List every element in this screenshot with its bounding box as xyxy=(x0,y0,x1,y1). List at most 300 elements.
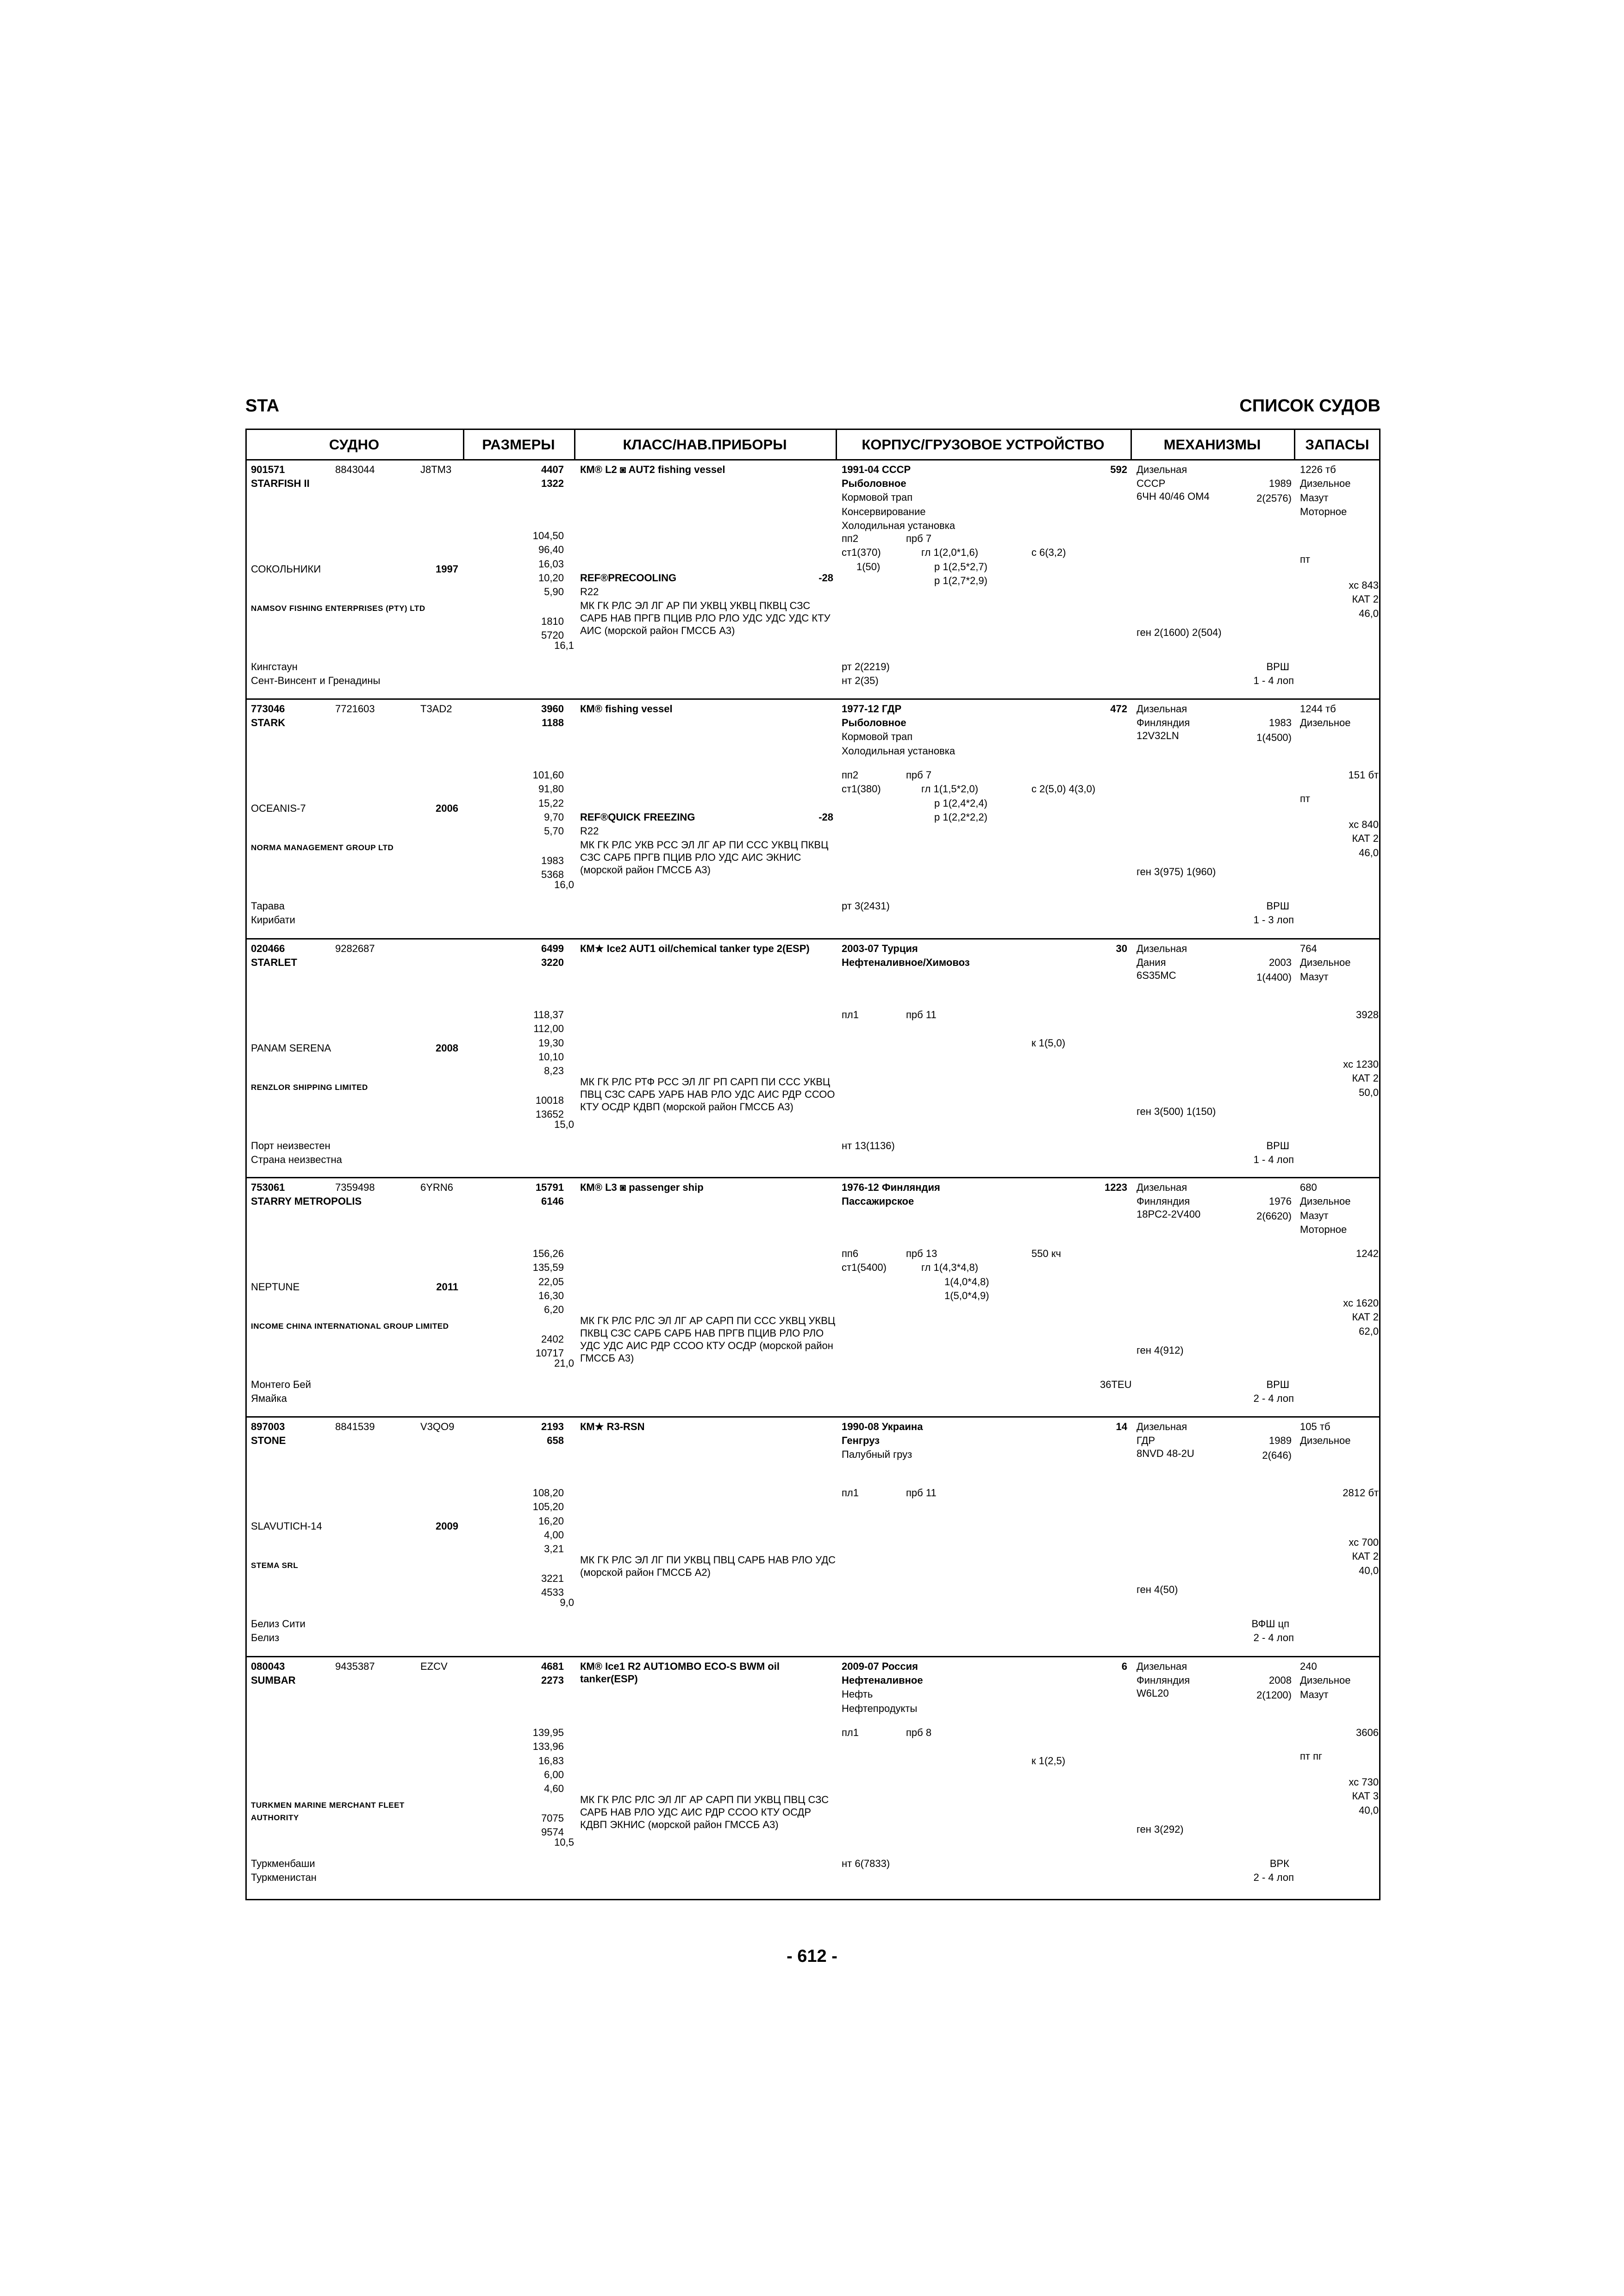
generators: ген 3(975) 1(960) xyxy=(1137,866,1216,877)
tonnage-value: 15791 xyxy=(535,1182,564,1193)
generators: ген 3(500) 1(150) xyxy=(1137,1106,1216,1117)
column-divider xyxy=(463,430,464,459)
tank-class: 50,0 xyxy=(1359,1086,1379,1098)
supplies-value: 1244 тб xyxy=(1300,703,1336,715)
engine-power: 1(4500) xyxy=(1256,732,1292,743)
fuel-tank-type: пт xyxy=(1300,554,1310,565)
hull-type: Консервирование xyxy=(842,505,926,517)
dimension-value: 10,20 xyxy=(538,572,564,584)
engine-model: 6S35MC xyxy=(1137,970,1176,981)
vessel-record xyxy=(245,1178,1380,1418)
tonnage-value: 1322 xyxy=(541,478,564,490)
tank-info: рт 2(2219) xyxy=(842,661,890,672)
engine-model: 18PC2-2V400 xyxy=(1137,1208,1201,1220)
crane-info: к 1(2,5) xyxy=(1031,1755,1066,1767)
hatch-info: гл 1(2,0*1,6) xyxy=(921,547,979,559)
flag-country: Кирибати xyxy=(251,914,295,926)
hull-type: Пассажирское xyxy=(842,1195,914,1207)
dimension-value: 19,30 xyxy=(538,1037,564,1049)
engine-type: Дизельная xyxy=(1137,703,1187,715)
tank-class: 62,0 xyxy=(1359,1325,1379,1337)
dimension-value: 10717 xyxy=(535,1347,564,1359)
engine-country: Финляндия xyxy=(1137,1674,1190,1686)
propeller-blades: 1 - 4 лоп xyxy=(1253,1154,1294,1165)
tank-info: нт 2(35) xyxy=(842,675,879,686)
propeller-blades: 2 - 4 лоп xyxy=(1253,1393,1294,1404)
engine-type: Дизельная xyxy=(1137,1661,1187,1672)
tonnage-value: 6499 xyxy=(541,943,564,954)
tonnage-value: 3960 xyxy=(541,703,564,715)
propeller-type: ВФШ цп xyxy=(1251,1618,1289,1630)
owner-name: INCOME CHINA INTERNATIONAL GROUP LIMITED xyxy=(251,1322,449,1331)
hull-number: 592 xyxy=(1110,464,1127,475)
build-date-country: 2009-07 Россия xyxy=(842,1661,918,1672)
hull-type: Нефть xyxy=(842,1688,873,1700)
dimension-value: 21,0 xyxy=(554,1357,574,1369)
former-name: SLAVUTICH-14 xyxy=(251,1520,322,1532)
supplies-value: 240 xyxy=(1300,1661,1317,1672)
registry-number: 897003 xyxy=(251,1421,285,1432)
dimension-value: 16,1 xyxy=(554,640,574,652)
tank-class: 46,0 xyxy=(1359,846,1379,859)
supplies-value: 3928 xyxy=(1356,1009,1379,1020)
hatch-info: прб 11 xyxy=(906,1487,937,1499)
hatch-info: 1(4,0*4,8) xyxy=(944,1276,989,1288)
call-sign: J8TM3 xyxy=(420,464,452,475)
former-name-year: 1997 xyxy=(436,563,458,575)
engine-country: Финляндия xyxy=(1137,1195,1190,1207)
tank-class: 40,0 xyxy=(1359,1804,1379,1816)
hatch-info: р 1(2,5*2,7) xyxy=(934,560,987,572)
class-notation: КМ® L3 ◙ passenger ship xyxy=(580,1182,704,1193)
crane-info: с 2(5,0) 4(3,0) xyxy=(1031,783,1096,795)
column-divider xyxy=(1294,430,1295,459)
hatch-info: прб 7 xyxy=(906,769,932,781)
hull-type: Холодильная установка xyxy=(842,519,956,531)
propeller-type: ВРШ xyxy=(1266,1379,1289,1390)
supplies-value: Дизельное xyxy=(1300,717,1351,729)
vessel-name: SUMBAR xyxy=(251,1674,296,1686)
dimension-value: 133,96 xyxy=(532,1741,564,1753)
dimension-value: 156,26 xyxy=(532,1248,564,1259)
dimension-value: 139,95 xyxy=(532,1727,564,1738)
hull-type: Нефтеналивное xyxy=(842,1674,923,1686)
deck-info: пп2 xyxy=(842,769,859,781)
call-sign: T3AD2 xyxy=(420,703,452,715)
section-code: STA xyxy=(245,396,280,416)
column-divider xyxy=(836,430,837,459)
refrigerant-gas: R22 xyxy=(580,825,599,837)
former-name: PANAM SERENA xyxy=(251,1042,331,1054)
dimension-value: 4,00 xyxy=(544,1529,564,1541)
refrigerant-gas: R22 xyxy=(580,586,599,597)
column-header: РАЗМЕРЫ xyxy=(482,436,555,453)
class-notation: КМ® Ice1 R2 AUT1OMBO ECO-S BWM oil tanker(ESP) xyxy=(580,1661,780,1685)
column-divider xyxy=(574,430,575,459)
engine-model: 6ЧН 40/46 ОМ4 xyxy=(1137,491,1210,502)
class-notation: КМ★ Ice2 AUT1 oil/chemical tanker type 2(ESP) xyxy=(580,943,810,954)
tank-class: КАТ 2 xyxy=(1352,833,1379,845)
generators: ген 4(912) xyxy=(1137,1344,1184,1356)
propeller-type: ВРШ xyxy=(1266,900,1289,912)
column-header: КОРПУС/ГРУЗОВОЕ УСТРОЙСТВО xyxy=(862,436,1105,453)
engine-type: Дизельная xyxy=(1137,943,1187,954)
owner-name: NAMSOV FISHING ENTERPRISES (PTY) LTD xyxy=(251,604,425,613)
dimension-value: 1810 xyxy=(541,615,564,627)
hull-type: Генгруз xyxy=(842,1435,880,1446)
fuel-tank-type: пт xyxy=(1300,793,1310,804)
supplies-value: 764 xyxy=(1300,943,1317,954)
column-header: КЛАСС/НАВ.ПРИБОРЫ xyxy=(623,436,787,453)
refrigeration-class: REF®PRECOOLING xyxy=(580,572,677,584)
dimension-value: 16,30 xyxy=(538,1289,564,1301)
flag-country: Сент-Винсент и Гренадины xyxy=(251,675,381,686)
dimension-value: 135,59 xyxy=(532,1262,564,1274)
dimension-value: 5368 xyxy=(541,869,564,881)
propeller-blades: 2 - 4 лоп xyxy=(1253,1872,1294,1883)
navigation-equipment: МК ГК РЛС РЛС ЭЛ ЛГ АР САРП ПИ ССС УКВЦ УКВЦ ПКВЦ СЗС САРБ САРБ НАВ ПРГВ ПЦИВ РЛО РЛО УДС УДС АИС РДР ССОО КТУ ОСДР (морской район ГМССБ А3) xyxy=(580,1315,836,1364)
hatch-info: р 1(2,7*2,9) xyxy=(934,574,987,586)
supplies-value: Моторное xyxy=(1300,505,1347,517)
vessel-record xyxy=(245,940,1380,1179)
tank-info: нт 13(1136) xyxy=(842,1140,895,1151)
deck-info: пл1 xyxy=(842,1727,859,1738)
hatch-info: прб 7 xyxy=(906,533,932,544)
owner-name: RENZLOR SHIPPING LIMITED xyxy=(251,1083,368,1092)
hull-type: Палубный груз xyxy=(842,1449,912,1461)
column-header: ЗАПАСЫ xyxy=(1305,436,1369,453)
hull-type: Нефтеналивное/Химовоз xyxy=(842,957,970,968)
port-of-registry: Порт неизвестен xyxy=(251,1140,331,1151)
tank-class: хс 1620 xyxy=(1343,1297,1379,1309)
dimension-value: 108,20 xyxy=(532,1487,564,1499)
hatch-info: р 1(2,2*2,2) xyxy=(934,811,987,823)
supplies-value: Дизельное xyxy=(1300,957,1351,969)
vessel-name: STARRY METROPOLIS xyxy=(251,1195,362,1207)
supplies-value: 1242 xyxy=(1356,1248,1379,1259)
former-name: NEPTUNE xyxy=(251,1281,300,1293)
dimension-value: 16,20 xyxy=(538,1515,564,1527)
flag-country: Страна неизвестна xyxy=(251,1154,342,1165)
supplies-value: Мазут xyxy=(1300,971,1329,983)
hull-type: Кормовой трап xyxy=(842,492,913,504)
former-name: СОКОЛЬНИКИ xyxy=(251,563,321,575)
imo-number: 8841539 xyxy=(335,1421,375,1432)
dimension-value: 10,5 xyxy=(554,1836,574,1848)
dimension-value: 5,90 xyxy=(544,586,564,598)
dimension-value: 8,23 xyxy=(544,1065,564,1077)
deck-info: пп6 xyxy=(842,1248,859,1259)
imo-number: 7721603 xyxy=(335,703,375,715)
build-date-country: 2003-07 Турция xyxy=(842,943,918,954)
dimension-value: 91,80 xyxy=(538,783,564,795)
call-sign: V3QO9 xyxy=(420,1421,455,1432)
tank-info: нт 6(7833) xyxy=(842,1858,890,1869)
hatch-info: прб 11 xyxy=(906,1009,937,1020)
supplies-value: Дизельное xyxy=(1300,1435,1351,1447)
deck-info: 1(50) xyxy=(856,560,881,572)
former-name-year: 2011 xyxy=(436,1281,458,1293)
engine-model: W6L20 xyxy=(1137,1687,1169,1699)
supplies-value: Дизельное xyxy=(1300,1674,1351,1686)
generators: ген 4(50) xyxy=(1137,1584,1178,1595)
container-capacity: 36TEU xyxy=(1100,1379,1132,1390)
tank-class: хс 843 xyxy=(1349,579,1379,591)
generators: ген 2(1600) 2(504) xyxy=(1137,627,1222,638)
dimension-value: 5720 xyxy=(541,629,564,641)
vessel-record xyxy=(245,460,1380,700)
vessel-name: STARFISH II xyxy=(251,478,310,489)
column-divider xyxy=(1131,430,1132,459)
tank-class: хс 840 xyxy=(1349,819,1379,830)
refrigeration-temp: -28 xyxy=(818,572,833,584)
owner-name: STEMA SRL xyxy=(251,1561,299,1570)
supplies-value: 151 бт xyxy=(1348,769,1379,781)
engine-year: 1989 xyxy=(1269,478,1292,489)
vessel-record xyxy=(245,700,1380,939)
dimension-value: 16,83 xyxy=(538,1755,564,1767)
dimension-value: 101,60 xyxy=(532,769,564,781)
vessel-name: STONE xyxy=(251,1435,286,1446)
engine-model: 12V32LN xyxy=(1137,730,1179,741)
dimension-value: 10018 xyxy=(535,1094,564,1106)
navigation-equipment: МК ГК РЛС УКВ РСС ЭЛ ЛГ АР ПИ ССС УКВЦ ПКВЦ СЗС САРБ ПРГВ ПЦИВ РЛО УДС АИС ЭКНИС (морской район ГМССБ А3) xyxy=(580,839,829,876)
flag-country: Ямайка xyxy=(251,1393,287,1404)
dimension-value: 3221 xyxy=(541,1572,564,1584)
supplies-value: 680 xyxy=(1300,1182,1317,1193)
propeller-type: ВРК xyxy=(1269,1858,1289,1869)
tonnage-value: 6146 xyxy=(541,1195,564,1207)
build-date-country: 1976-12 Финляндия xyxy=(842,1182,940,1193)
hatch-info: гл 1(1,5*2,0) xyxy=(921,783,979,795)
hull-number: 6 xyxy=(1121,1661,1127,1672)
fuel-tank-type: пт пг xyxy=(1300,1750,1323,1762)
navigation-equipment: МК ГК РЛС РЛС ЭЛ ЛГ АР САРП ПИ УКВЦ ПВЦ СЗС САРБ НАВ РЛО УДС АИС РДР ССОО КТУ ОСДР КДВП ЭКНИС (морской район ГМССБ А3) xyxy=(580,1794,829,1830)
propeller-blades: 1 - 3 лоп xyxy=(1253,914,1294,926)
engine-year: 2008 xyxy=(1269,1674,1292,1686)
engine-type: Дизельная xyxy=(1137,1421,1187,1432)
tonnage-value: 658 xyxy=(547,1435,564,1447)
dimension-value: 118,37 xyxy=(533,1009,564,1020)
hull-type: Холодильная установка xyxy=(842,745,956,757)
class-notation: КМ® fishing vessel xyxy=(580,703,673,715)
hatch-info: прб 8 xyxy=(906,1727,932,1738)
supplies-value: 2812 бт xyxy=(1343,1487,1379,1499)
engine-country: СССР xyxy=(1137,478,1166,489)
engine-power: 2(6620) xyxy=(1256,1210,1292,1222)
engine-model: 8NVD 48-2U xyxy=(1137,1448,1194,1459)
port-of-registry: Монтего Бей xyxy=(251,1379,311,1390)
dimension-value: 22,05 xyxy=(538,1276,564,1288)
tonnage-value: 1188 xyxy=(542,717,564,729)
propeller-type: ВРШ xyxy=(1266,1140,1289,1151)
engine-year: 1976 xyxy=(1269,1195,1292,1207)
dimension-value: 96,40 xyxy=(538,544,564,556)
former-name-year: 2006 xyxy=(436,803,458,814)
former-name-year: 2008 xyxy=(436,1042,458,1054)
vessel-name: STARK xyxy=(251,717,286,728)
engine-power: 2(2576) xyxy=(1256,492,1292,504)
page-number: - 612 - xyxy=(787,1947,837,1966)
registry-number: 901571 xyxy=(251,464,285,475)
imo-number: 7359498 xyxy=(335,1182,375,1193)
tonnage-value: 2193 xyxy=(541,1421,564,1432)
tank-class: 46,0 xyxy=(1359,607,1379,619)
dimension-value: 1983 xyxy=(541,854,564,866)
hatch-info: прб 13 xyxy=(906,1248,937,1259)
hatch-info: р 1(2,4*2,4) xyxy=(934,797,987,809)
deck-info: ст1(5400) xyxy=(842,1262,887,1274)
engine-country: ГДР xyxy=(1137,1435,1156,1446)
column-header: СУДНО xyxy=(329,436,380,453)
supplies-value: 1226 тб xyxy=(1300,464,1336,475)
former-name: OCEANIS-7 xyxy=(251,803,306,814)
registry-number: 020466 xyxy=(251,943,285,954)
engine-type: Дизельная xyxy=(1137,1182,1187,1193)
dimension-value: 3,21 xyxy=(544,1543,564,1555)
dimension-value: 7075 xyxy=(541,1812,564,1824)
imo-number: 9435387 xyxy=(335,1661,375,1672)
hatch-info: гл 1(4,3*4,8) xyxy=(921,1262,979,1274)
hull-number: 30 xyxy=(1116,943,1127,954)
build-date-country: 1990-08 Украина xyxy=(842,1421,923,1432)
supplies-value: Дизельное xyxy=(1300,478,1351,490)
engine-country: Дания xyxy=(1137,957,1166,968)
port-of-registry: Белиз Сити xyxy=(251,1618,306,1630)
section-title: СПИСОК СУДОВ xyxy=(1239,396,1380,416)
registry-number: 753061 xyxy=(251,1182,285,1193)
navigation-equipment: МК ГК РЛС РТФ РСС ЭЛ ЛГ РП САРП ПИ ССС УКВЦ ПВЦ СЗС САРБ УАРБ НАВ РЛО УДС АИС РДР ССОО КТУ ОСДР КДВП (морской район ГМССБ А3) xyxy=(580,1076,835,1113)
tank-class: 40,0 xyxy=(1359,1564,1379,1576)
dimension-value: 6,00 xyxy=(544,1768,564,1780)
engine-power: 2(1200) xyxy=(1256,1689,1292,1701)
dimension-value: 16,0 xyxy=(554,879,574,891)
former-name-year: 2009 xyxy=(436,1520,458,1532)
supplies-value: 105 тб xyxy=(1300,1421,1330,1432)
dimension-value: 112,00 xyxy=(533,1023,564,1035)
supplies-value: Мазут xyxy=(1300,492,1329,504)
engine-year: 1989 xyxy=(1269,1435,1292,1446)
dimension-value: 9,0 xyxy=(560,1597,574,1609)
dimension-value: 4533 xyxy=(541,1587,564,1599)
registry-number: 773046 xyxy=(251,703,285,715)
dimension-value: 6,20 xyxy=(544,1304,564,1316)
dimension-value: 13652 xyxy=(535,1108,564,1120)
engine-year: 1983 xyxy=(1269,717,1292,728)
imo-number: 8843044 xyxy=(335,464,375,475)
flag-country: Белиз xyxy=(251,1632,280,1643)
supplies-value: 3606 xyxy=(1356,1727,1379,1738)
class-notation: КМ® L2 ◙ AUT2 fishing vessel xyxy=(580,464,725,475)
hull-number: 472 xyxy=(1110,703,1127,715)
refrigeration-temp: -28 xyxy=(818,811,833,823)
supplies-value: Мазут xyxy=(1300,1688,1329,1700)
deck-info: ст1(380) xyxy=(842,783,881,795)
tonnage-value: 2273 xyxy=(541,1674,564,1686)
tank-class: КАТ 3 xyxy=(1352,1790,1379,1802)
dimension-value: 16,03 xyxy=(538,558,564,570)
propeller-blades: 2 - 4 лоп xyxy=(1253,1632,1294,1643)
flag-country: Туркменистан xyxy=(251,1872,317,1883)
dimension-value: 9,70 xyxy=(544,811,564,823)
tank-class: хс 1230 xyxy=(1343,1058,1379,1070)
engine-power: 1(4400) xyxy=(1256,971,1292,983)
tank-class: КАТ 2 xyxy=(1352,1072,1379,1084)
tank-class: КАТ 2 xyxy=(1352,1311,1379,1323)
crane-info: с 6(3,2) xyxy=(1031,547,1066,559)
engine-type: Дизельная xyxy=(1137,464,1187,475)
tank-class: хс 700 xyxy=(1349,1537,1379,1548)
hull-type: Рыболовное xyxy=(842,717,906,728)
owner-name: NORMA MANAGEMENT GROUP LTD xyxy=(251,843,394,852)
refrigeration-class: REF®QUICK FREEZING xyxy=(580,811,695,823)
dimension-value: 9574 xyxy=(541,1826,564,1838)
dimension-value: 104,50 xyxy=(532,530,564,541)
call-sign: EZCV xyxy=(420,1661,448,1672)
dimension-value: 15,0 xyxy=(554,1119,574,1131)
tank-class: КАТ 2 xyxy=(1352,1550,1379,1562)
deck-info: пл1 xyxy=(842,1487,859,1499)
hull-type: Кормовой трап xyxy=(842,731,913,743)
dimension-value: 15,22 xyxy=(538,797,564,809)
vessel-record xyxy=(245,1418,1380,1657)
tonnage-value: 4681 xyxy=(541,1661,564,1672)
tank-class: КАТ 2 xyxy=(1352,593,1379,605)
hull-type: Рыболовное xyxy=(842,478,906,489)
port-of-registry: Туркменбаши xyxy=(251,1858,315,1869)
navigation-equipment: МК ГК РЛС ЭЛ ЛГ АР ПИ УКВЦ УКВЦ ПКВЦ СЗС САРБ НАВ ПРГВ ПЦИВ РЛО РЛО УДС УДС УДС КТУ АИС (морской район ГМССБ А3) xyxy=(580,600,831,636)
deck-info: пп2 xyxy=(842,533,859,544)
call-sign: 6YRN6 xyxy=(420,1182,453,1193)
supplies-value: Мазут xyxy=(1300,1209,1329,1221)
propeller-blades: 1 - 4 лоп xyxy=(1253,675,1294,686)
tonnage-value: 4407 xyxy=(541,464,564,475)
imo-number: 9282687 xyxy=(335,943,375,954)
vessel-name: STARLET xyxy=(251,957,297,968)
generators: ген 3(292) xyxy=(1137,1823,1184,1835)
deck-info: пл1 xyxy=(842,1009,859,1020)
dimension-value: 4,60 xyxy=(544,1783,564,1795)
hull-number: 14 xyxy=(1116,1421,1127,1432)
vessel-record xyxy=(245,1657,1380,1897)
column-header: МЕХАНИЗМЫ xyxy=(1163,436,1261,453)
dimension-value: 10,10 xyxy=(538,1051,564,1063)
dimension-value: 105,20 xyxy=(532,1501,564,1513)
port-of-registry: Кингстаун xyxy=(251,661,298,672)
supplies-value: Моторное xyxy=(1300,1223,1347,1235)
engine-country: Финляндия xyxy=(1137,717,1190,728)
registry-number: 080043 xyxy=(251,1661,285,1672)
hull-number: 1223 xyxy=(1105,1182,1127,1193)
navigation-equipment: МК ГК РЛС ЭЛ ЛГ ПИ УКВЦ ПВЦ САРБ НАВ РЛО УДС (морской район ГМССБ А2) xyxy=(580,1554,836,1578)
tank-class: хс 730 xyxy=(1349,1776,1379,1788)
propeller-type: ВРШ xyxy=(1266,661,1289,672)
crane-info: 550 кч xyxy=(1031,1248,1061,1259)
hatch-info: 1(5,0*4,9) xyxy=(944,1289,989,1301)
deck-info: ст1(370) xyxy=(842,547,881,559)
build-date-country: 1977-12 ГДР xyxy=(842,703,902,715)
class-notation: КМ★ R3-RSN xyxy=(580,1421,645,1432)
hull-type: Нефтепродукты xyxy=(842,1702,918,1714)
tonnage-value: 3220 xyxy=(541,957,564,969)
engine-year: 2003 xyxy=(1269,957,1292,968)
port-of-registry: Тарава xyxy=(251,900,285,912)
build-date-country: 1991-04 СССР xyxy=(842,464,911,475)
crane-info: к 1(5,0) xyxy=(1031,1037,1066,1049)
owner-name: TURKMEN MARINE MERCHANT FLEET AUTHORITY xyxy=(251,1801,405,1822)
tank-info: рт 3(2431) xyxy=(842,900,890,912)
engine-power: 2(646) xyxy=(1262,1450,1292,1461)
